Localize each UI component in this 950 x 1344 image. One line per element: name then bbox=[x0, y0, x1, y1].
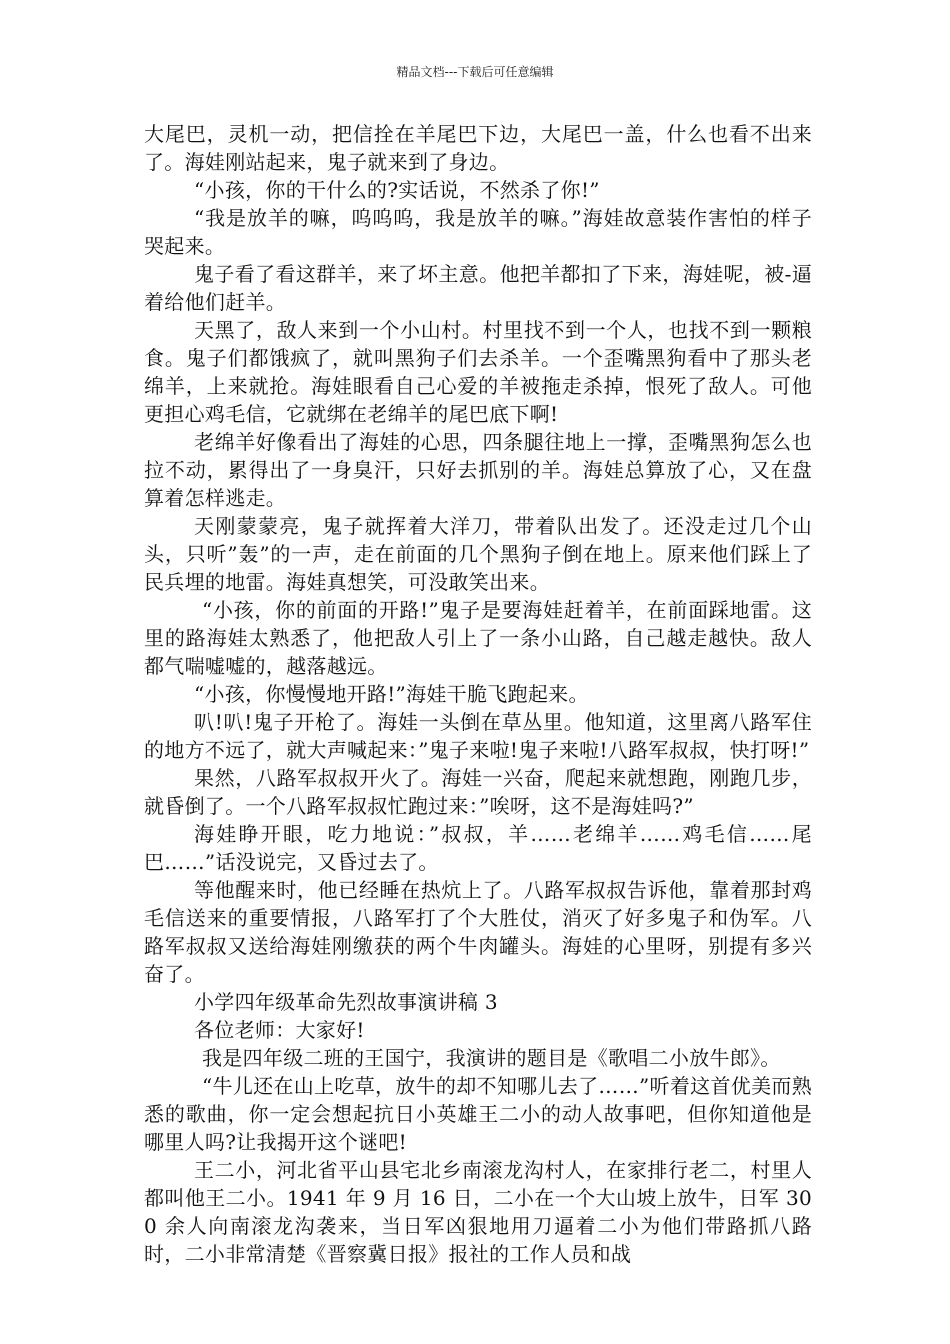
paragraph: 叭!叭!鬼子开枪了。海娃一头倒在草丛里。他知道，这里离八路军住的地方不远了，就大声喊起来：”鬼子来啦!鬼子来啦!八路军叔叔，快打呀!” bbox=[144, 710, 812, 762]
paragraph: “小孩，你慢慢地开路!”海娃干脆飞跑起来。 bbox=[194, 682, 589, 706]
paragraph: 老绵羊好像看出了海娃的心思，四条腿往地上一撑，歪嘴黑狗怎么也拉不动，累得出了一身臭汗，只好去抓别的羊。海娃总算放了心，又在盘算着怎样逃走。 bbox=[144, 430, 812, 510]
paragraph: 大尾巴，灵机一动，把信拴在羊尾巴下边，大尾巴一盖，什么也看不出来了。海娃刚站起来，鬼子就来到了身边。 bbox=[144, 122, 812, 174]
paragraph: 鬼子看了看这群羊，来了坏主意。他把羊都扣了下来，海娃呢，被-逼着给他们赶羊。 bbox=[144, 262, 812, 314]
section-title: 小学四年级革命先烈故事演讲稿 3 bbox=[194, 990, 498, 1014]
greeting: 各位老师：大家好! bbox=[194, 1018, 365, 1042]
document-body bbox=[144, 120, 812, 1268]
paragraph: “我是放羊的嘛，呜呜呜，我是放羊的嘛。”海娃故意装作害怕的样子哭起来。 bbox=[144, 206, 812, 258]
paragraph: 果然，八路军叔叔开火了。海娃一兴奋，爬起来就想跑，刚跑几步，就昏倒了。一个八路军叔叔忙跑过来：”唉呀，这不是海娃吗?” bbox=[144, 766, 812, 818]
paragraph: “牛儿还在山上吃草，放牛的却不知哪儿去了……”听着这首优美而熟悉的歌曲，你一定会想起抗日小英雄王二小的动人故事吧，但你知道他是哪里人吗?让我揭开这个谜吧! bbox=[144, 1074, 812, 1154]
paragraph: 我是四年级二班的王国宁，我演讲的题目是《歌唱二小放牛郎》。 bbox=[202, 1046, 781, 1070]
paragraph: “小孩，你的前面的开路!”鬼子是要海娃赶着羊，在前面踩地雷。这里的路海娃太熟悉了，他把敌人引上了一条小山路，自己越走越快。敌人都气喘嘘嘘的，越落越远。 bbox=[144, 598, 812, 678]
page-header: 精品文档---下载后可任意编辑 bbox=[396, 65, 554, 79]
paragraph: 天黑了，敌人来到一个小山村。村里找不到一个人，也找不到一颗粮食。鬼子们都饿疯了，就叫黑狗子们去杀羊。一个歪嘴黑狗看中了那头老绵羊，上来就抢。海娃眼看自己心爱的羊被拖走杀掉，恨死了敌人。可他更担心鸡毛信，它就绑在老绵羊的尾巴底下啊! bbox=[144, 318, 812, 426]
paragraph: 海娃睁开眼，吃力地说：”叔叔，羊……老绵羊……鸡毛信……尾巴……”话没说完，又昏过去了。 bbox=[144, 822, 812, 874]
paragraph: “小孩，你的干什么的?实话说，不然杀了你!” bbox=[194, 178, 600, 202]
paragraph: 天刚蒙蒙亮，鬼子就挥着大洋刀，带着队出发了。还没走过几个山头，只听”轰”的一声，走在前面的几个黑狗子倒在地上。原来他们踩上了民兵埋的地雷。海娃真想笑，可没敢笑出来。 bbox=[144, 514, 812, 594]
paragraph: 等他醒来时，他已经睡在热炕上了。八路军叔叔告诉他，靠着那封鸡毛信送来的重要情报，八路军打了个大胜仗，消灭了好多鬼子和伪军。八路军叔叔又送给海娃刚缴获的两个牛肉罐头。海娃的心里呀，别提有多兴奋了。 bbox=[144, 878, 812, 986]
paragraph: 王二小，河北省平山县宅北乡南滚龙沟村人，在家排行老二，村里人都叫他王二小。1941 年 9 月 16 日，二小在一个大山坡上放牛，日军 300 余人向南滚龙沟袭来，当日军凶狠地用刀逼着二小为他们带路抓八路时，二小非常清楚《晋察冀日报》报社的工作人员和战 bbox=[144, 1158, 812, 1266]
